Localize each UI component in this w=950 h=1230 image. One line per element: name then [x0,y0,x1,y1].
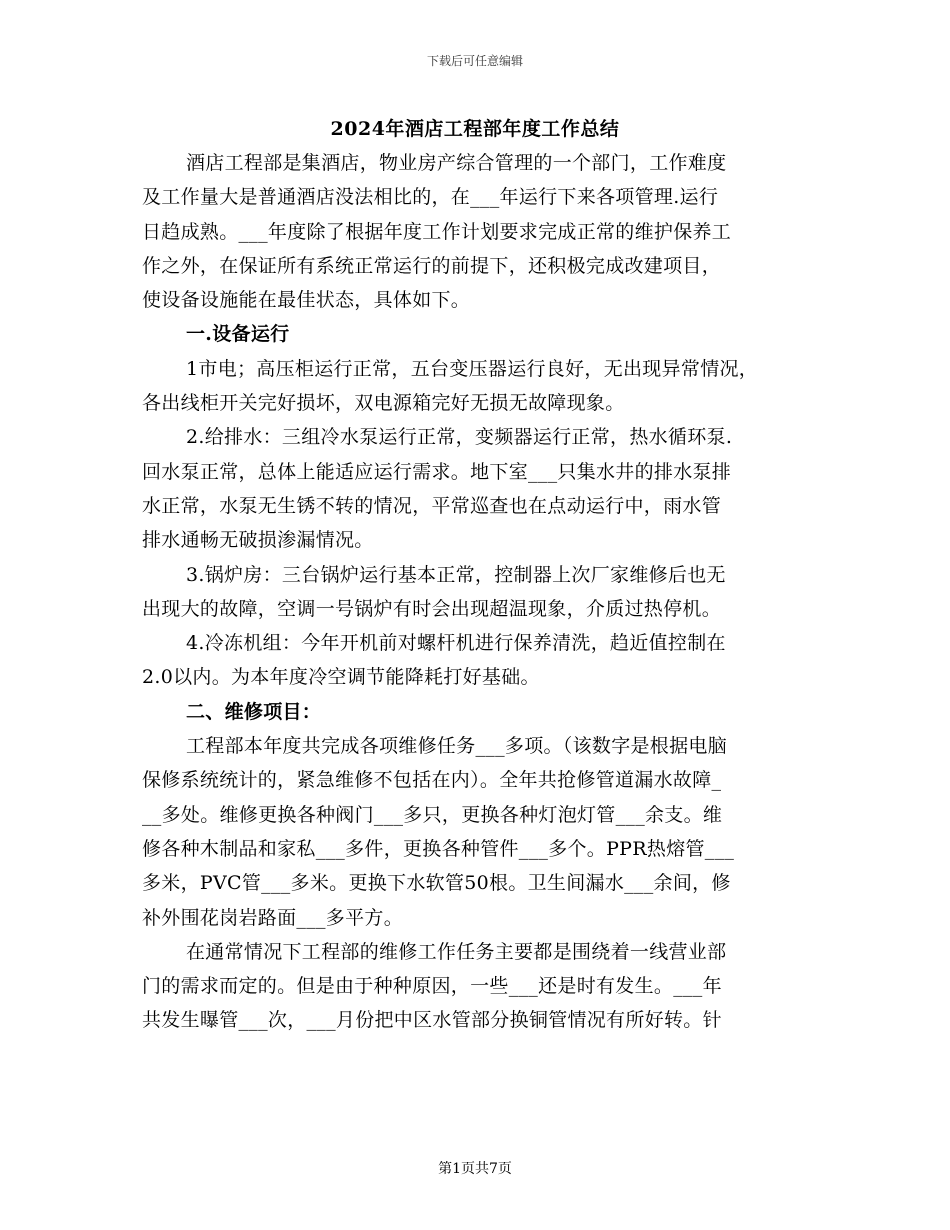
paragraph-line: 3.锅炉房：三台锅炉运行基本正常，控制器上次厂家维修后也无 [186,563,726,586]
paragraph-line: 共发生曝管___次，___月份把中区水管部分换铜管情况有所好转。针 [142,1009,722,1032]
paragraph-line: 2.0以内。为本年度冷空调节能降耗打好基础。 [142,666,540,689]
paragraph-line: __多处。维修更换各种阀门___多只，更换各种灯泡灯管___余支。维 [142,803,723,826]
paragraph-line: 在通常情况下工程部的维修工作任务主要都是围绕着一线营业部 [186,940,727,963]
paragraph-line: 水正常，水泵无生锈不转的情况，平常巡查也在点动运行中，雨水管 [142,494,722,517]
paragraph-line: 4.冷冻机组：今年开机前对螺杆机进行保养清洗，趋近值控制在 [186,632,726,655]
document-body [142,146,828,1038]
paragraph-line: 门的需求而定的。但是由于种种原因，一些___还是时有发生。___年 [142,975,722,998]
paragraph-line: 回水泵正常，总体上能适应运行需求。地下室___只集水井的排水泵排 [142,460,732,483]
paragraph-line: 工程部本年度共完成各项维修任务___多项。（该数字是根据电脑 [186,735,728,758]
paragraph-line: 2.给排水：三组冷水泵运行正常，变频器运行正常，热水循环泵. [186,426,733,449]
document-title: 2024年酒店工程部年度工作总结 [330,118,620,140]
section-heading-maintenance: 二、维修项目： [186,700,322,723]
paragraph-line: 出现大的故障，空调一号锅炉有时会出现超温现象，介质过热停机。 [142,597,722,620]
paragraph-line: 补外围花岗岩路面___多平方。 [142,906,404,929]
page-number: 第1页共7页 [438,1161,512,1177]
paragraph-line: 保修系统统计的，紧急维修不包括在内）。全年共抢修管道漏水故障_ [142,769,722,792]
paragraph-line: 酒店工程部是集酒店，物业房产综合管理的一个部门，工作难度 [186,152,727,174]
paragraph-line: 各出线柜开关完好损坏，双电源箱完好无损无故障现象。 [142,392,625,415]
section-heading-equipment: 一.设备运行 [186,323,290,346]
paragraph-line: 及工作量大是普通酒店没法相比的，在___年运行下来各项管理.运行 [142,186,719,209]
header-note: 下载后可任意编辑 [426,54,523,68]
paragraph-line: 多米，PVC管___多米。更换下水软管50根。卫生间漏水___余间，修 [142,872,731,895]
paragraph-line: 作之外，在保证所有系统正常运行的前提下，还积极完成改建项目， [142,254,722,277]
paragraph-line: 日趋成熟。___年度除了根据年度工作计划要求完成正常的维护保养工 [142,220,732,243]
paragraph-line: 使设备设施能在最佳状态，具体如下。 [142,289,471,312]
paragraph-line: 1市电；高压柜运行正常，五台变压器运行良好，无出现异常情况， [186,357,759,380]
paragraph-line: 修各种木制品和家私___多件，更换各种管件___多个。PPR热熔管___ [142,837,735,860]
paragraph-line: 排水通畅无破损渗漏情况。 [142,529,374,552]
